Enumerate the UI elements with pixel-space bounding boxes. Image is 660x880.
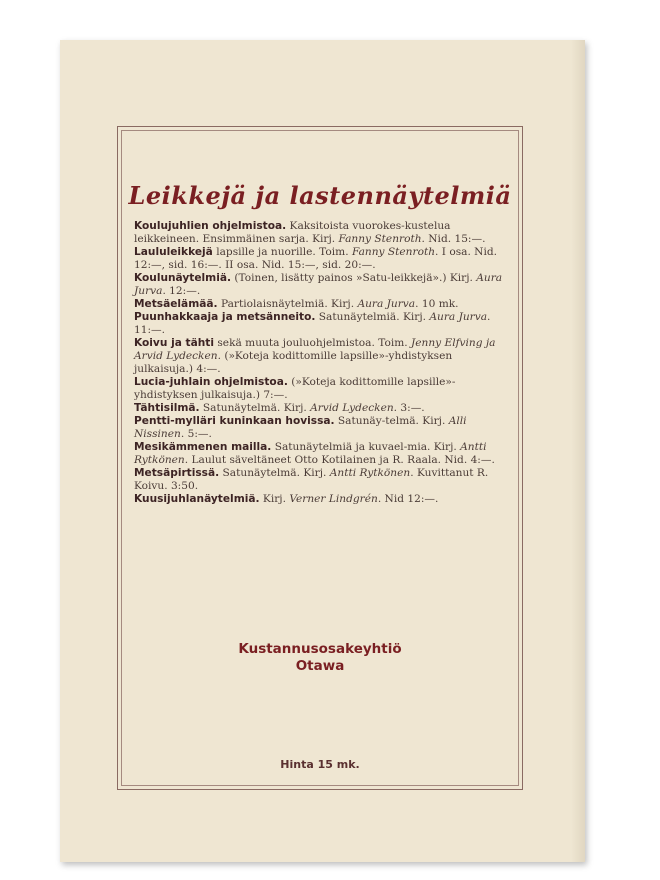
list-item: Lucia-juhlain ohjelmistoa. (»Koteja kodittomille lapsille»-yhdistyksen julkaisuja.) 7:—. — [134, 376, 456, 401]
list-item: Koulunäytelmiä. (Toinen, lisätty painos »Satu-leikkejä».) Kirj. Aura Jurva. 12:—. — [134, 272, 503, 297]
list-item: Puunhakkaaja ja metsänneito. Satunäytelmiä. Kirj. Aura Jurva. 11:—. — [134, 311, 491, 336]
border-frame — [117, 126, 523, 790]
list-item: Kuusijuhlanäytelmiä. Kirj. Verner Lindgrén. Nid 12:—. — [134, 493, 439, 505]
publisher-name — [118, 641, 522, 675]
book-cover — [60, 40, 585, 862]
list-item: Laululeikkejä lapsille ja nuorille. Toim. Fanny Stenroth. I osa. Nid. 12:—, sid. 16:—. II osa. Nid. 15:—, sid. 20:—. — [134, 246, 497, 271]
page-title: Leikkejä ja lastennäytelmiä — [128, 181, 512, 210]
list-item: Tähtisilmä. Satunäytelmä. Kirj. Arvid Lydecken. 3:—. — [134, 402, 425, 414]
list-item: Pentti-mylläri kuninkaan hovissa. Satunäy-telmä. Kirj. Alli Nissinen. 5:—. — [134, 415, 467, 440]
publisher-line: Kustannusosakeyhtiö — [238, 641, 402, 657]
publisher-line: Otawa — [295, 658, 345, 674]
list-item: Koivu ja tähti sekä muuta jouluohjelmistoa. Toim. Jenny Elfving ja Arvid Lydecken. (»Koteja kodittomille lapsille»-yhdistyksen julkaisuja.) 4:—. — [134, 337, 496, 375]
list-item: Metsäpirtissä. Satunäytelmä. Kirj. Antti Rytkönen. Kuvittanut R. Koivu. 3:50. — [134, 467, 489, 492]
list-item: Mesikämmenen mailla. Satunäytelmiä ja kuvael-mia. Kirj. Antti Rytkönen. Laulut säveltäneet Otto Kotilainen ja R. Raala. Nid. 4:—. — [134, 441, 495, 466]
book-list — [134, 220, 506, 506]
price-label: Hinta 15 mk. — [280, 758, 360, 771]
list-item: Metsäelämää. Partiolaisnäytelmiä. Kirj. Aura Jurva. 10 mk. — [134, 298, 459, 310]
list-item: Koulujuhlien ohjelmistoa. Kaksitoista vuorokes-kustelua leikkeineen. Ensimmäinen sarja. Kirj. Fanny Stenroth. Nid. 15:—. — [134, 220, 486, 245]
